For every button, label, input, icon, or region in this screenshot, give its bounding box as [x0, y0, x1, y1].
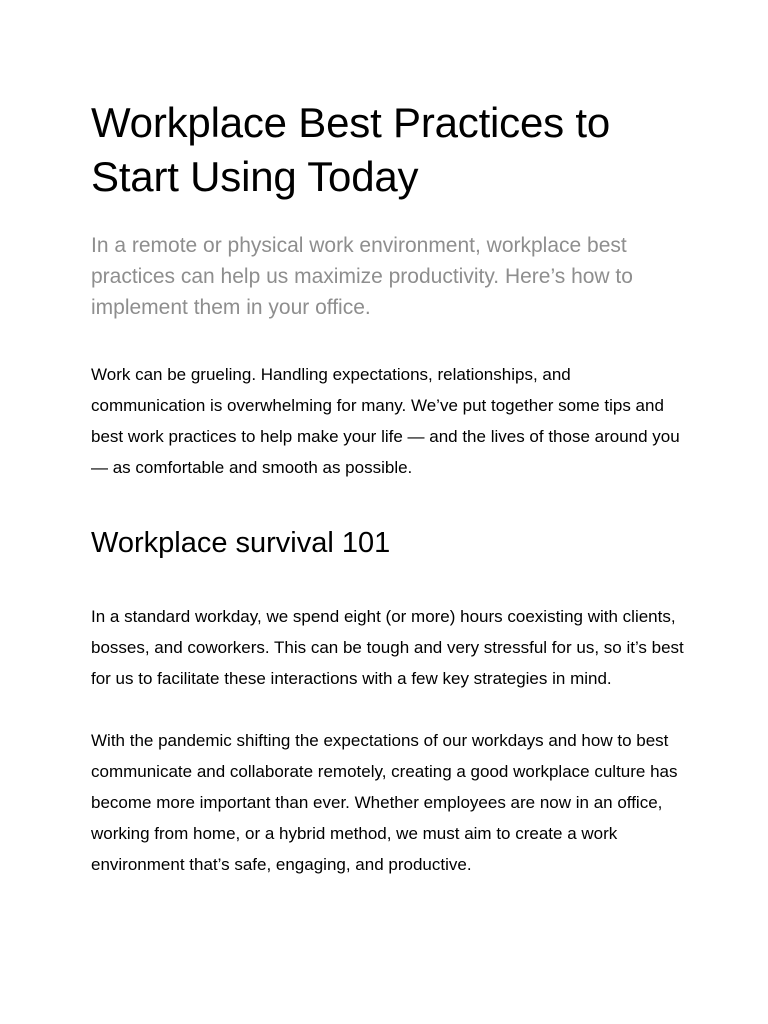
article-subtitle: In a remote or physical work environment, workplace best practices can help us maximize productivity. Here’s how to implement them in your office. [91, 234, 633, 319]
section-paragraph: With the pandemic shifting the expectations of our workdays and how to best communicate and collaborate remotely, creating a good workplace culture has become more important than ever. Whether employees are now in an office, working from home, or a hybrid method, we must aim to create a work environment that’s safe, engaging, and productive. [91, 731, 678, 874]
section-paragraph: In a standard workday, we spend eight (or more) hours coexisting with clients, bosses, and coworkers. This can be tough and very stressful for us, so it’s best for us to facilitate these interactions with a few key strategies in mind. [91, 607, 684, 688]
section-heading: Workplace survival 101 [91, 527, 391, 559]
article-title: Workplace Best Practices to Start Using Today [91, 99, 611, 200]
intro-paragraph: Work can be grueling. Handling expectations, relationships, and communication is overwhelming for many. We’ve put together some tips and best work practices to help make your life — and the lives of those around you — as comfortable and smooth as possible. [91, 365, 680, 477]
